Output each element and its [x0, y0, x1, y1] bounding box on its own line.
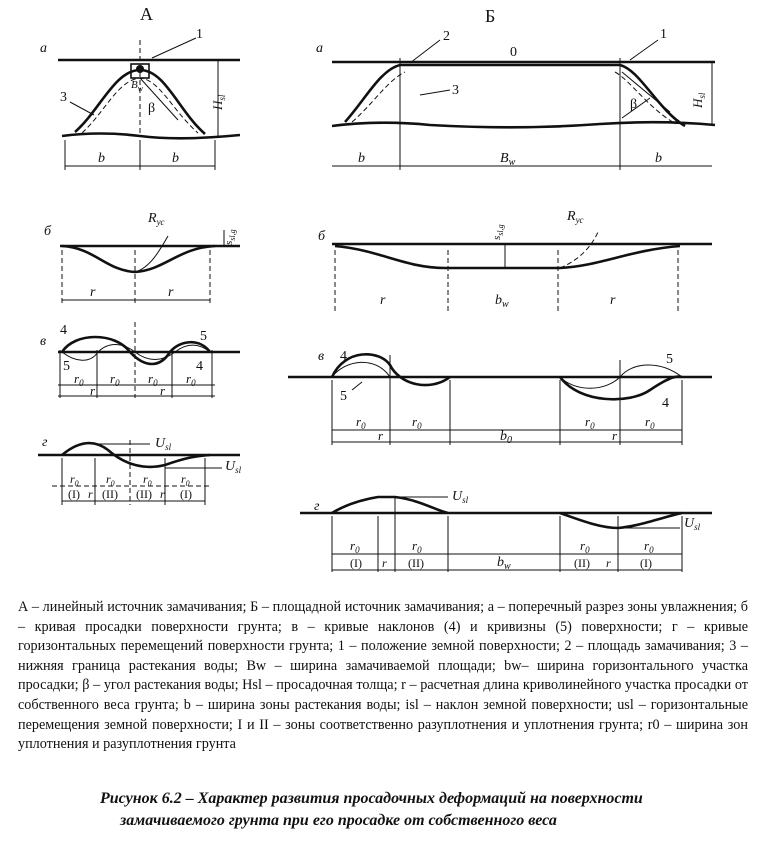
- row-v-left-section: [40, 322, 240, 398]
- r0-label: $r_0$: [181, 472, 190, 488]
- leader-1: [152, 38, 196, 58]
- r0-label: $r_0$: [645, 414, 655, 431]
- row-label-b: б: [318, 229, 326, 244]
- beta-label-left: β: [148, 101, 156, 116]
- ryc-leader: [135, 236, 168, 272]
- r-label: r: [380, 293, 386, 308]
- settlement-curve: [62, 246, 215, 272]
- ryc-label: $R_{yc}$: [148, 211, 165, 227]
- panel-a-title: А: [140, 4, 153, 24]
- leader-1: [630, 40, 658, 60]
- row-v-right-section: [288, 349, 712, 446]
- zone-i: (I): [68, 487, 80, 501]
- panel-b-title: Б: [485, 6, 496, 26]
- r-label: r: [378, 428, 384, 443]
- r-label: r: [610, 293, 616, 308]
- lower-boundary-line: [62, 134, 240, 139]
- beta-label-right: β: [630, 97, 638, 112]
- zone-i: (I): [350, 556, 362, 570]
- leader-3: [420, 90, 450, 95]
- marker-5-right-b: 5: [666, 352, 673, 367]
- r0-label: $r_0$: [106, 472, 115, 488]
- b-label: b: [98, 151, 105, 166]
- row-a-right-section: [316, 27, 715, 170]
- zone-ii: (II): [102, 487, 118, 501]
- marker-5-left: 5: [200, 329, 207, 344]
- usl-label-top: $U_{sl}$: [155, 436, 172, 452]
- figure-caption: [60, 788, 740, 832]
- curvature-curve-left: [332, 354, 450, 385]
- zone-i: (I): [180, 487, 192, 501]
- marker-4-right: 4: [340, 349, 347, 364]
- marker-3-left: 3: [60, 90, 67, 105]
- r-label: r: [88, 487, 93, 501]
- hsl-label-right: $H_{sl}$: [690, 92, 707, 108]
- bw-label-right: $B_w$: [500, 151, 516, 168]
- marker-5-left-b: 5: [63, 359, 70, 374]
- row-label-a: а: [40, 41, 47, 56]
- ssl-label: $s_{sl,g}$: [223, 229, 237, 245]
- spreading-dashed: [352, 72, 676, 124]
- row-b-left-section: [44, 211, 240, 305]
- row-label-g: г: [314, 499, 320, 514]
- beta-line: [140, 78, 178, 120]
- displacement-right: [560, 513, 682, 528]
- r0-label: $r_0$: [350, 538, 360, 555]
- r0-label: $r_0$: [186, 371, 196, 388]
- bw-label: $b_w$: [495, 293, 509, 310]
- row-a-left-section: [40, 27, 240, 170]
- marker-4-left: 4: [60, 323, 67, 338]
- r-label: r: [382, 556, 387, 570]
- r-label: r: [606, 556, 611, 570]
- lower-boundary-line: [332, 122, 715, 127]
- ryc-label: $R_{yc}$: [567, 209, 584, 225]
- bw-label: $b_w$: [497, 555, 511, 572]
- row-label-a: а: [316, 41, 323, 56]
- displacement-left: [332, 497, 448, 513]
- r0-label: $r_0$: [70, 472, 79, 488]
- r0-label: $r_0$: [356, 414, 366, 431]
- r0-label: $r_0$: [143, 472, 152, 488]
- marker-1-left: 1: [196, 27, 203, 42]
- r0-label: $r_0$: [74, 371, 84, 388]
- usl-label-bottom: $U_{sl}$: [684, 516, 701, 532]
- wetting-area-outline: [345, 65, 685, 126]
- r0-label: $r_0$: [580, 538, 590, 555]
- settlement-curve: [335, 246, 680, 268]
- r-label: r: [160, 383, 166, 398]
- caption-line-1: Рисунок 6.2 – Характер развития просадочных деформаций на поверхности: [100, 790, 643, 807]
- r0-label: $r_0$: [148, 371, 158, 388]
- r-label: r: [160, 487, 165, 501]
- r-label: r: [90, 285, 96, 300]
- figure-legend: А – линейный источник замачивания; Б – площадной источник замачивания; а – поперечный разрез зоны увлажнения; б – кривая просадки поверхности грунта; в – кривые наклонов (4) и кривизны (5) поверхности; г – кривые горизонтальных перемещений поверхности грунта; 1 – положение земной поверхности; 2 – площадь замачивания; 3 – нижняя граница растекания воды; Bw – ширина замачиваемой площади; bw– ширина горизонтального участка просадки; β – угол растекания воды; Hsl – просадочная толща; r – расчетная длина криволинейного участка просадки от собственного веса грунта; b – ширина зоны растекания воды; isl – наклон земной поверхности; usl – горизонтальные перемещения земной поверхности; I и II – зоны соответственно разуплотнения и уплотнения грунта; r0 – ширина зон уплотнения и разуплотнения грунта: [18, 599, 748, 753]
- usl-label-top: $U_{sl}$: [452, 489, 469, 505]
- marker-4-right-b: 4: [662, 396, 669, 411]
- zone-ii: (II): [574, 556, 590, 570]
- b-label: b: [358, 151, 365, 166]
- marker-3-right: 3: [452, 83, 459, 98]
- marker-0: 0: [510, 45, 517, 60]
- caption-line-2: замачиваемого грунта при его просадке от собственного веса: [120, 812, 557, 829]
- row-label-g: г: [42, 435, 48, 450]
- leader-5: [352, 382, 362, 390]
- marker-1-right: 1: [660, 27, 667, 42]
- row-b-right-section: [318, 209, 712, 312]
- ssl-label: $s_{sl,g}$: [491, 224, 505, 240]
- r0-label: $r_0$: [110, 371, 120, 388]
- leader-2: [410, 40, 440, 63]
- row-g-left-section: [38, 435, 242, 505]
- b0-label: $b_0$: [500, 429, 512, 446]
- r-label: r: [90, 383, 96, 398]
- marker-5-right: 5: [340, 389, 347, 404]
- hsl-label-left: $H_{sl}$: [210, 94, 227, 110]
- bw-label-left: $B_w$: [131, 79, 144, 93]
- r-label: r: [612, 428, 618, 443]
- leader-3: [70, 102, 94, 115]
- row-label-v: в: [40, 334, 47, 349]
- zone-ii: (II): [136, 487, 152, 501]
- row-g-right-section: [300, 489, 712, 572]
- marker-2: 2: [443, 29, 450, 44]
- r0-label: $r_0$: [644, 538, 654, 555]
- r0-label: $r_0$: [412, 414, 422, 431]
- r0-label: $r_0$: [585, 414, 595, 431]
- b-label: b: [172, 151, 179, 166]
- zone-i: (I): [640, 556, 652, 570]
- r-label: r: [168, 285, 174, 300]
- r0-label: $r_0$: [412, 538, 422, 555]
- row-label-v: в: [318, 349, 325, 364]
- zone-ii: (II): [408, 556, 424, 570]
- usl-label-bottom: $U_{sl}$: [225, 459, 242, 475]
- marker-4-left-b: 4: [196, 359, 203, 374]
- row-label-b: б: [44, 224, 52, 239]
- b-label: b: [655, 151, 662, 166]
